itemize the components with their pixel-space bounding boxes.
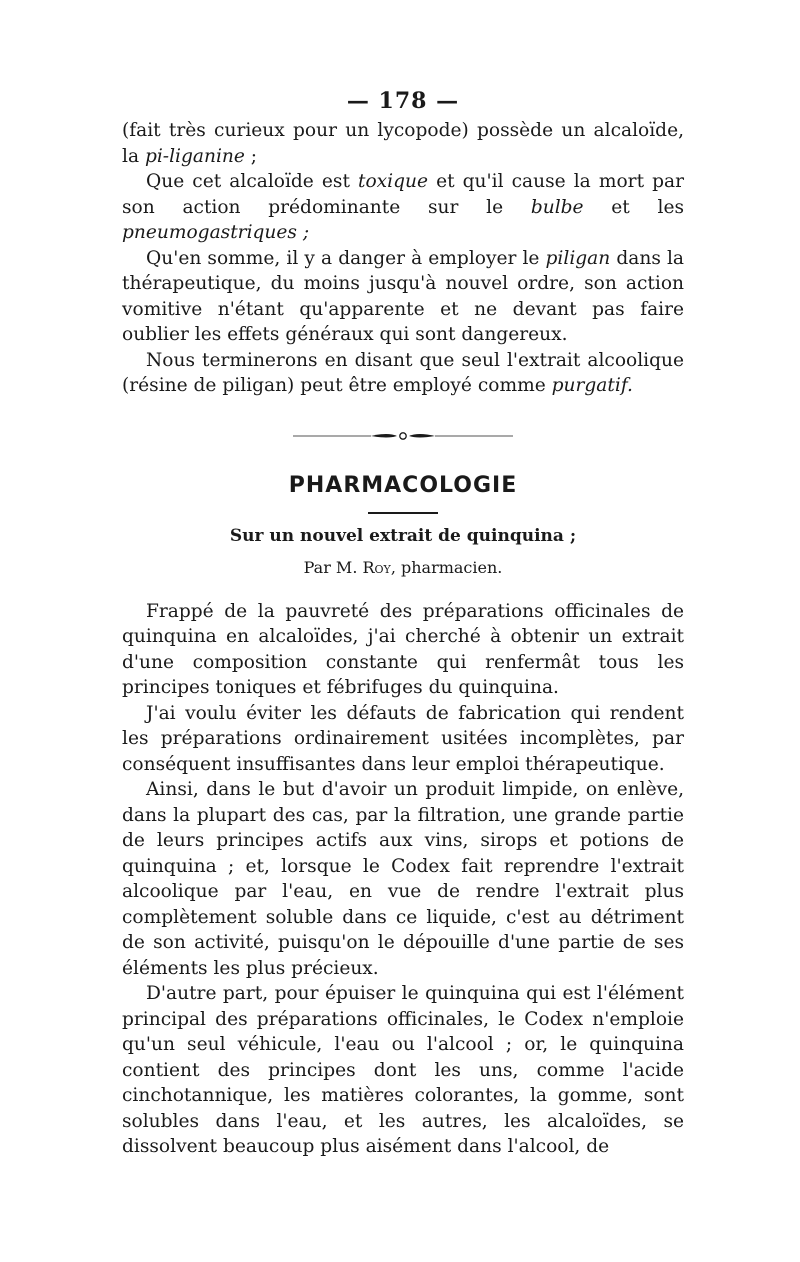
article-byline: Par M. Roy, pharmacien.	[303, 557, 503, 577]
ornament-divider-icon	[293, 429, 513, 443]
article-paragraph: D'autre part, pour épuiser le quinquina qui est l'élément principal des préparations officinales, le Codex n'emploie qu'un seul véhicule, l'eau ou l'alcool ; or, le quinquina contient des principes dont les uns, comme l'acide cinchotannique, les matières colorantes, la gomme, sont solubles dans l'eau, et les autres, les alcaloïdes, se dissolvent beaucoup plus aisément dans l'alcool, de	[122, 983, 684, 1157]
section-title: PHARMACOLOGIE	[288, 472, 518, 498]
previous-article-paragraph: Qu'en somme, il y a danger à employer le piligan dans la thérapeutique, du moins jusqu'à nouvel ordre, son action vomitive n'étant qu'apparente et ne devant pas faire oublier les effets généraux qui sont dangereux.	[122, 247, 684, 345]
title-rule	[368, 512, 438, 514]
article-title: Sur un nouvel extrait de quinquina ;	[229, 525, 577, 546]
page-number: — 178 —	[346, 88, 460, 114]
previous-article-paragraph: Que cet alcaloïde est toxique et qu'il cause la mort par son action prédominante sur le bulbe et les pneumogastriques ;	[122, 171, 685, 243]
author-name: Roy	[362, 557, 391, 577]
article-paragraph: Frappé de la pauvreté des préparations officinales de quinquina en alcaloïdes, j'ai cherché à obtenir un extrait d'une composition constante qui renfermât tous les principes toniques et fébrifuges du quinquina.	[122, 600, 684, 698]
previous-article-paragraph: (fait très curieux pour un lycopode) possède un alcaloïde, la pi-liganine ;	[122, 120, 684, 167]
previous-article-paragraph: Nous terminerons en disant que seul l'extrait alcoolique (résine de piligan) peut être employé comme purgatif.	[122, 349, 684, 396]
article-paragraph: J'ai voulu éviter les défauts de fabrication qui rendent les préparations ordinairement usitées incomplètes, par conséquent insuffisantes dans leur emploi thérapeutique.	[122, 702, 684, 775]
article-paragraph: Ainsi, dans le but d'avoir un produit limpide, on enlève, dans la plupart des cas, par la filtration, une grande partie de leurs principes actifs aux vins, sirops et potions de quinquina ; et, lorsque le Codex fait reprendre l'extrait alcoolique par l'eau, en vue de rendre l'extrait plus complètement soluble dans ce liquide, c'est au détriment de son activité, puisqu'on le dépouille d'une partie de ses éléments les plus précieux.	[122, 779, 684, 979]
book-page	[122, 88, 684, 1160]
